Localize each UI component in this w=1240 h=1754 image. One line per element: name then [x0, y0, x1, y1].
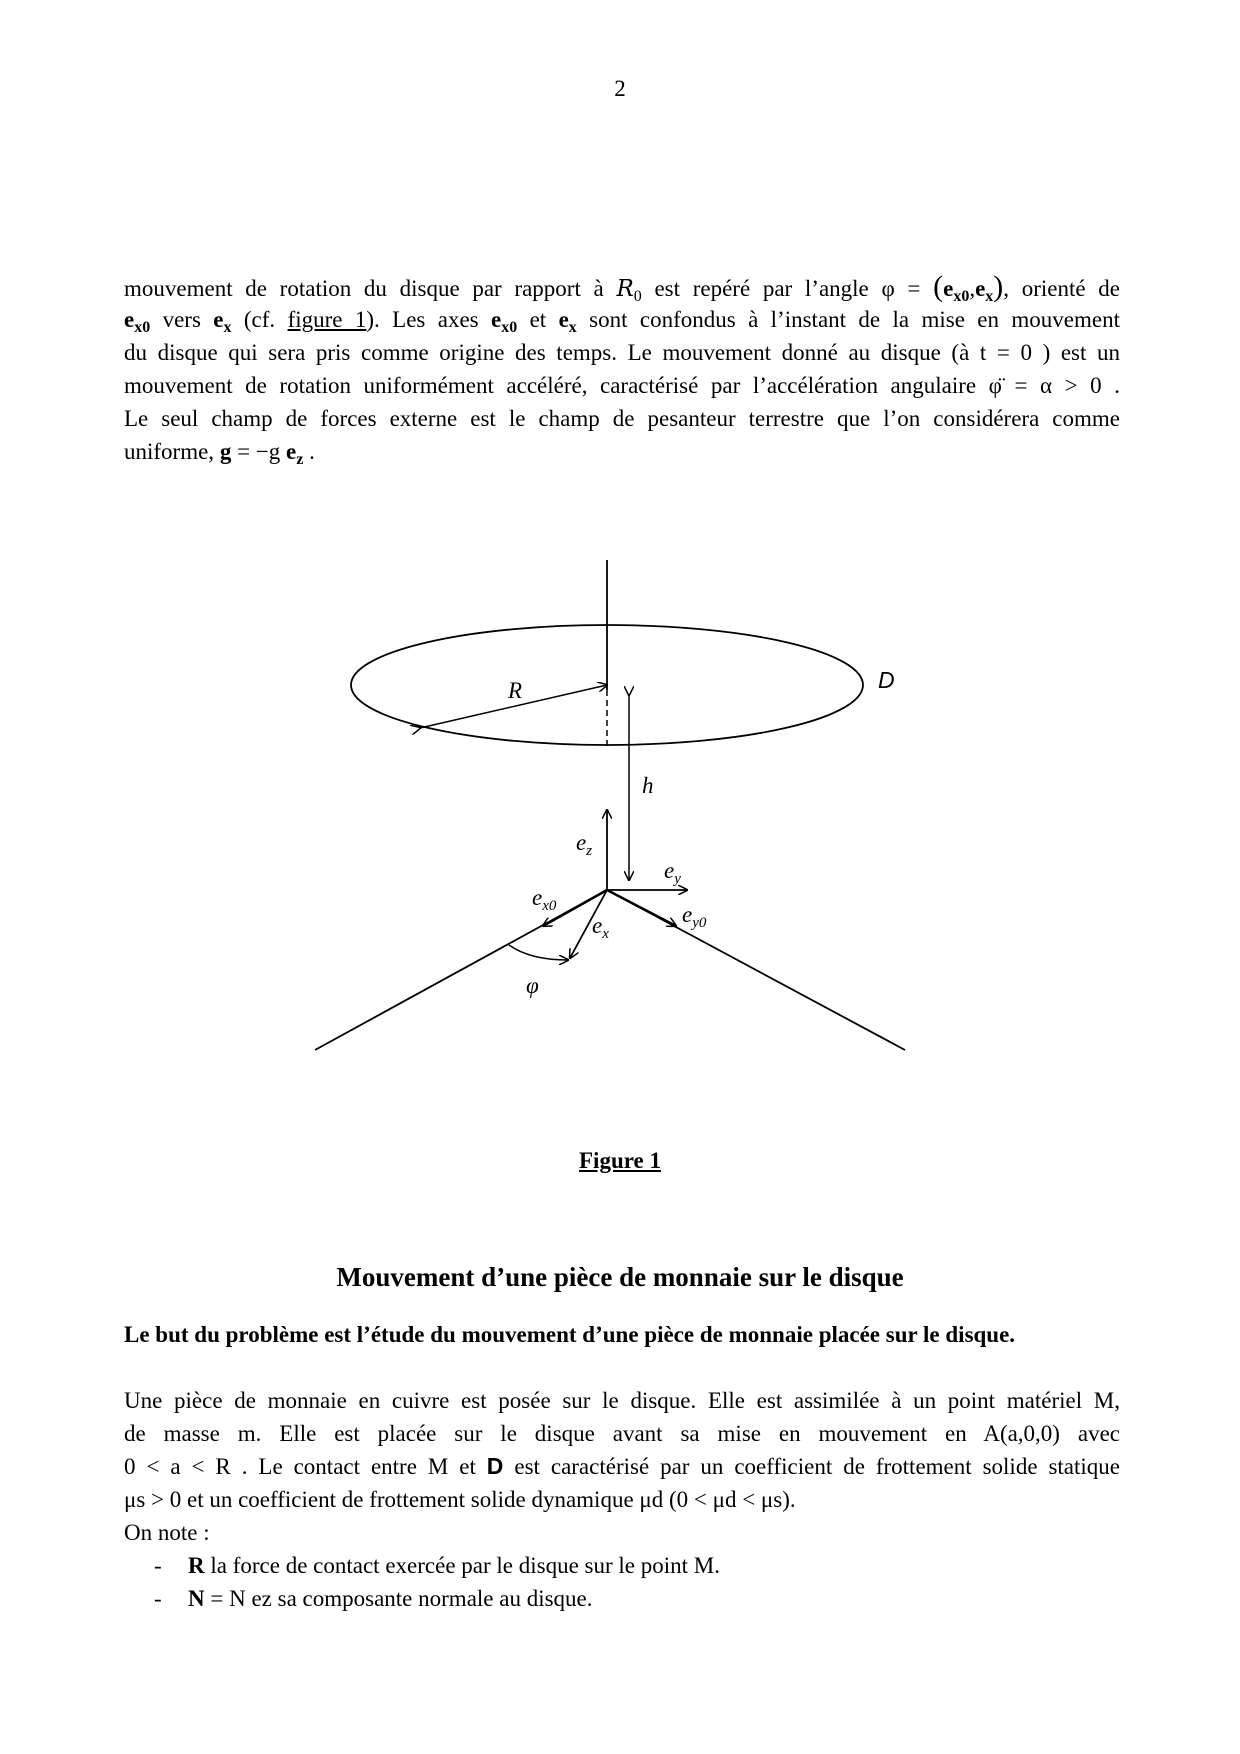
text-line: uniforme, g = −g $e_z$ .	[124, 439, 315, 468]
page-number: 2	[614, 76, 626, 101]
section-title: Mouvement d’une pièce de monnaie sur le disque	[336, 1262, 904, 1292]
text-line: On note :	[124, 1520, 210, 1545]
text-line: mouvement de rotation uniformément accéléré, caractérisé par l’accélération angulaire φ̈ = α > 0 .	[124, 373, 1120, 398]
text-line: mouvement de rotation du disque par rapport à $R_0$ est repéré par l’angle $\varphi = (e_{x0},e_x)$, orienté de	[124, 270, 1120, 305]
text-line: Une pièce de monnaie en cuivre est posée sur le disque. Elle est assimilée à un point matériel M,	[124, 1388, 1120, 1413]
paragraph-rotation	[124, 270, 1120, 468]
frame-symbol: R	[616, 276, 634, 302]
text-line: μs > 0 et un coefficient de frottement solide dynamique μd (0 < μd < μs).	[124, 1487, 796, 1512]
y0-axis-line	[607, 890, 905, 1050]
text-line: du disque qui sera pris comme origine des temps. Le mouvement donné au disque (à t = 0 ) est un	[124, 340, 1120, 365]
disc-symbol: D	[486, 1453, 504, 1479]
figure-1-diagram	[300, 560, 940, 1080]
text-line: 0 < a < R . Le contact entre M et D est caractérisé par un coefficient de frottement solide statique	[124, 1453, 1121, 1479]
figure-1-link[interactable]: figure 1	[287, 307, 367, 332]
x0-axis-line	[315, 890, 607, 1050]
label-R: R	[508, 678, 523, 703]
text-line: Le seul champ de forces externe est le champ de pesanteur terrestre que l’on considérera comme	[124, 406, 1120, 431]
text-line: $e_{x0}$ vers $e_x$ (cf. figure 1). Les axes $e_{x0}$ et $e_x$ sont confondus à l’instant de la mise en mouvement	[124, 307, 1120, 336]
label-ey0: $e_{y0}$	[682, 902, 707, 931]
notation-list	[154, 1549, 720, 1615]
label-ez: $e_z$	[576, 830, 593, 859]
label-D: D	[878, 667, 895, 693]
phi-arc	[509, 945, 568, 960]
intro-statement: Le but du problème est l’étude du mouvement d’une pièce de monnaie placée sur le disque.	[124, 1322, 1016, 1347]
list-item: - N = N ez sa composante normale au disque.	[154, 1586, 593, 1611]
label-ex: $e_x$	[592, 913, 609, 942]
label-ex0: $e_{x0}$	[532, 885, 557, 914]
figure-caption: Figure 1	[579, 1148, 661, 1173]
text-line: de masse m. Elle est placée sur le disque avant sa mise en mouvement en A(a,0,0) avec	[124, 1421, 1120, 1446]
label-ey: $e_y$	[664, 858, 681, 887]
list-item: - R la force de contact exercée par le disque sur le point M.	[154, 1553, 720, 1578]
paragraph-coin	[124, 1384, 1120, 1549]
label-h: h	[642, 773, 654, 798]
label-phi: φ	[526, 973, 539, 998]
